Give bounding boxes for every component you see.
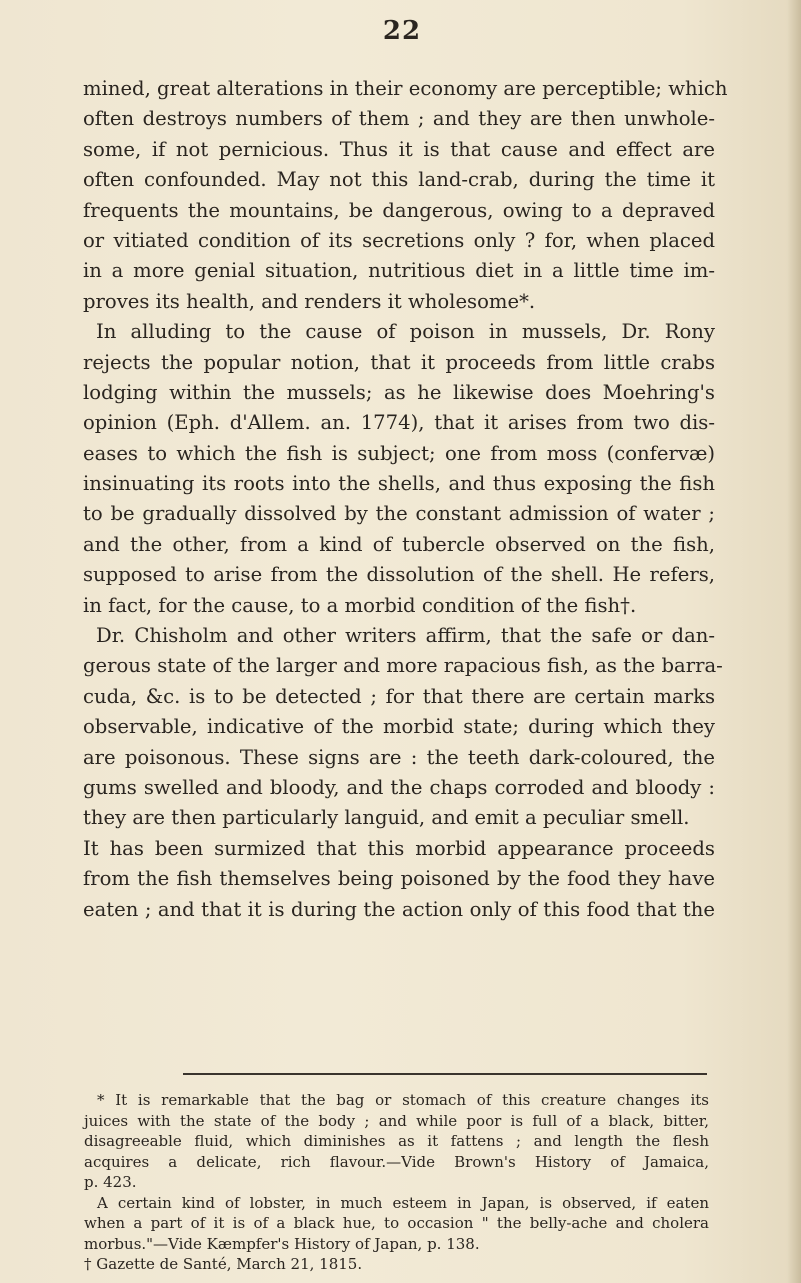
body-line: or vitiated condition of its secretions only ? for, when placed (83, 228, 715, 252)
body-line: from the fish themselves being poisoned by the food they have (83, 867, 715, 891)
body-line: eaten ; and that it is during the action only of this food that the (83, 897, 715, 921)
body-line: and the other, from a kind of tubercle observed on the fish, (83, 532, 715, 556)
footnote-line: juices with the state of the body ; and while poor is full of a black, bitter, (84, 1111, 709, 1130)
body-line: gums swelled and bloody, and the chaps corroded and bloody : (83, 775, 715, 799)
footnote-line: disagreeable fluid, which diminishes as it fattens ; and length the flesh (84, 1132, 709, 1150)
body-line: to be gradually dissolved by the constant admission of water ; (83, 502, 715, 526)
footnote-line: acquires a delicate, rich flavour.—Vide Brown's History of Jamaica, (84, 1152, 709, 1171)
page-number: 22 (382, 16, 422, 46)
body-line: mined, great alterations in their economy are perceptible; which (83, 77, 728, 100)
body-line: proves its health, and renders it wholesome*. (83, 289, 536, 313)
body-line: they are then particularly languid, and emit a peculiar smell. (83, 806, 690, 830)
body-line: often confounded. May not this land-crab, during the time it (83, 168, 715, 192)
footnote-line: when a part of it is of a black hue, to occasion " the belly-ache and cholera (84, 1214, 709, 1232)
body-line: It has been surmized that this morbid appearance proceeds (83, 836, 715, 860)
footnote-line: A certain kind of lobster, in much esteem in Japan, is observed, if eaten (97, 1193, 709, 1212)
body-line: some, if not pernicious. Thus it is that cause and effect are (83, 137, 715, 161)
page-edge-shadow (787, 0, 801, 1283)
body-line: cuda, &c. is to be detected ; for that there are certain marks (83, 684, 715, 708)
body-line: in fact, for the cause, to a morbid condition of the fish†. (83, 593, 637, 617)
footnote-line: † Gazette de Santé, March 21, 1815. (84, 1255, 363, 1273)
body-line: observable, indicative of the morbid state; during which they (83, 715, 715, 739)
body-line: gerous state of the larger and more rapacious fish, as the barra- (83, 654, 723, 678)
footnote-line: morbus."—Vide Kæmpfer's History of Japan, p. 138. (84, 1234, 480, 1253)
body-line: often destroys numbers of them ; and they are then unwhole- (83, 107, 715, 131)
footnotes (84, 1090, 709, 1275)
body-line: opinion (Eph. d'Allem. an. 1774), that it arises from two dis- (83, 411, 715, 435)
footnote-line: * It is remarkable that the bag or stomach of this creature changes its (97, 1091, 709, 1109)
body-line: insinuating its roots into the shells, and thus exposing the fish (83, 472, 715, 496)
footnote-divider (183, 1073, 707, 1075)
body-line: are poisonous. These signs are : the teeth dark-coloured, the (83, 745, 715, 769)
body-line: rejects the popular notion, that it proceeds from little crabs (83, 350, 715, 374)
body-line: eases to which the fish is subject; one from moss (confervæ) (83, 441, 715, 465)
body-line: frequents the mountains, be dangerous, owing to a depraved (83, 198, 715, 222)
body-line: In alluding to the cause of poison in mussels, Dr. Rony (96, 320, 715, 344)
body-line: lodging within the mussels; as he likewise does Moehring's (83, 380, 715, 404)
body-text (83, 74, 728, 925)
body-line: in a more genial situation, nutritious diet in a little time im- (83, 259, 715, 283)
body-line: supposed to arise from the dissolution of the shell. He refers, (83, 563, 715, 587)
body-line: Dr. Chisholm and other writers affirm, that the safe or dan- (96, 624, 715, 648)
footnote-line: p. 423. (84, 1173, 137, 1191)
